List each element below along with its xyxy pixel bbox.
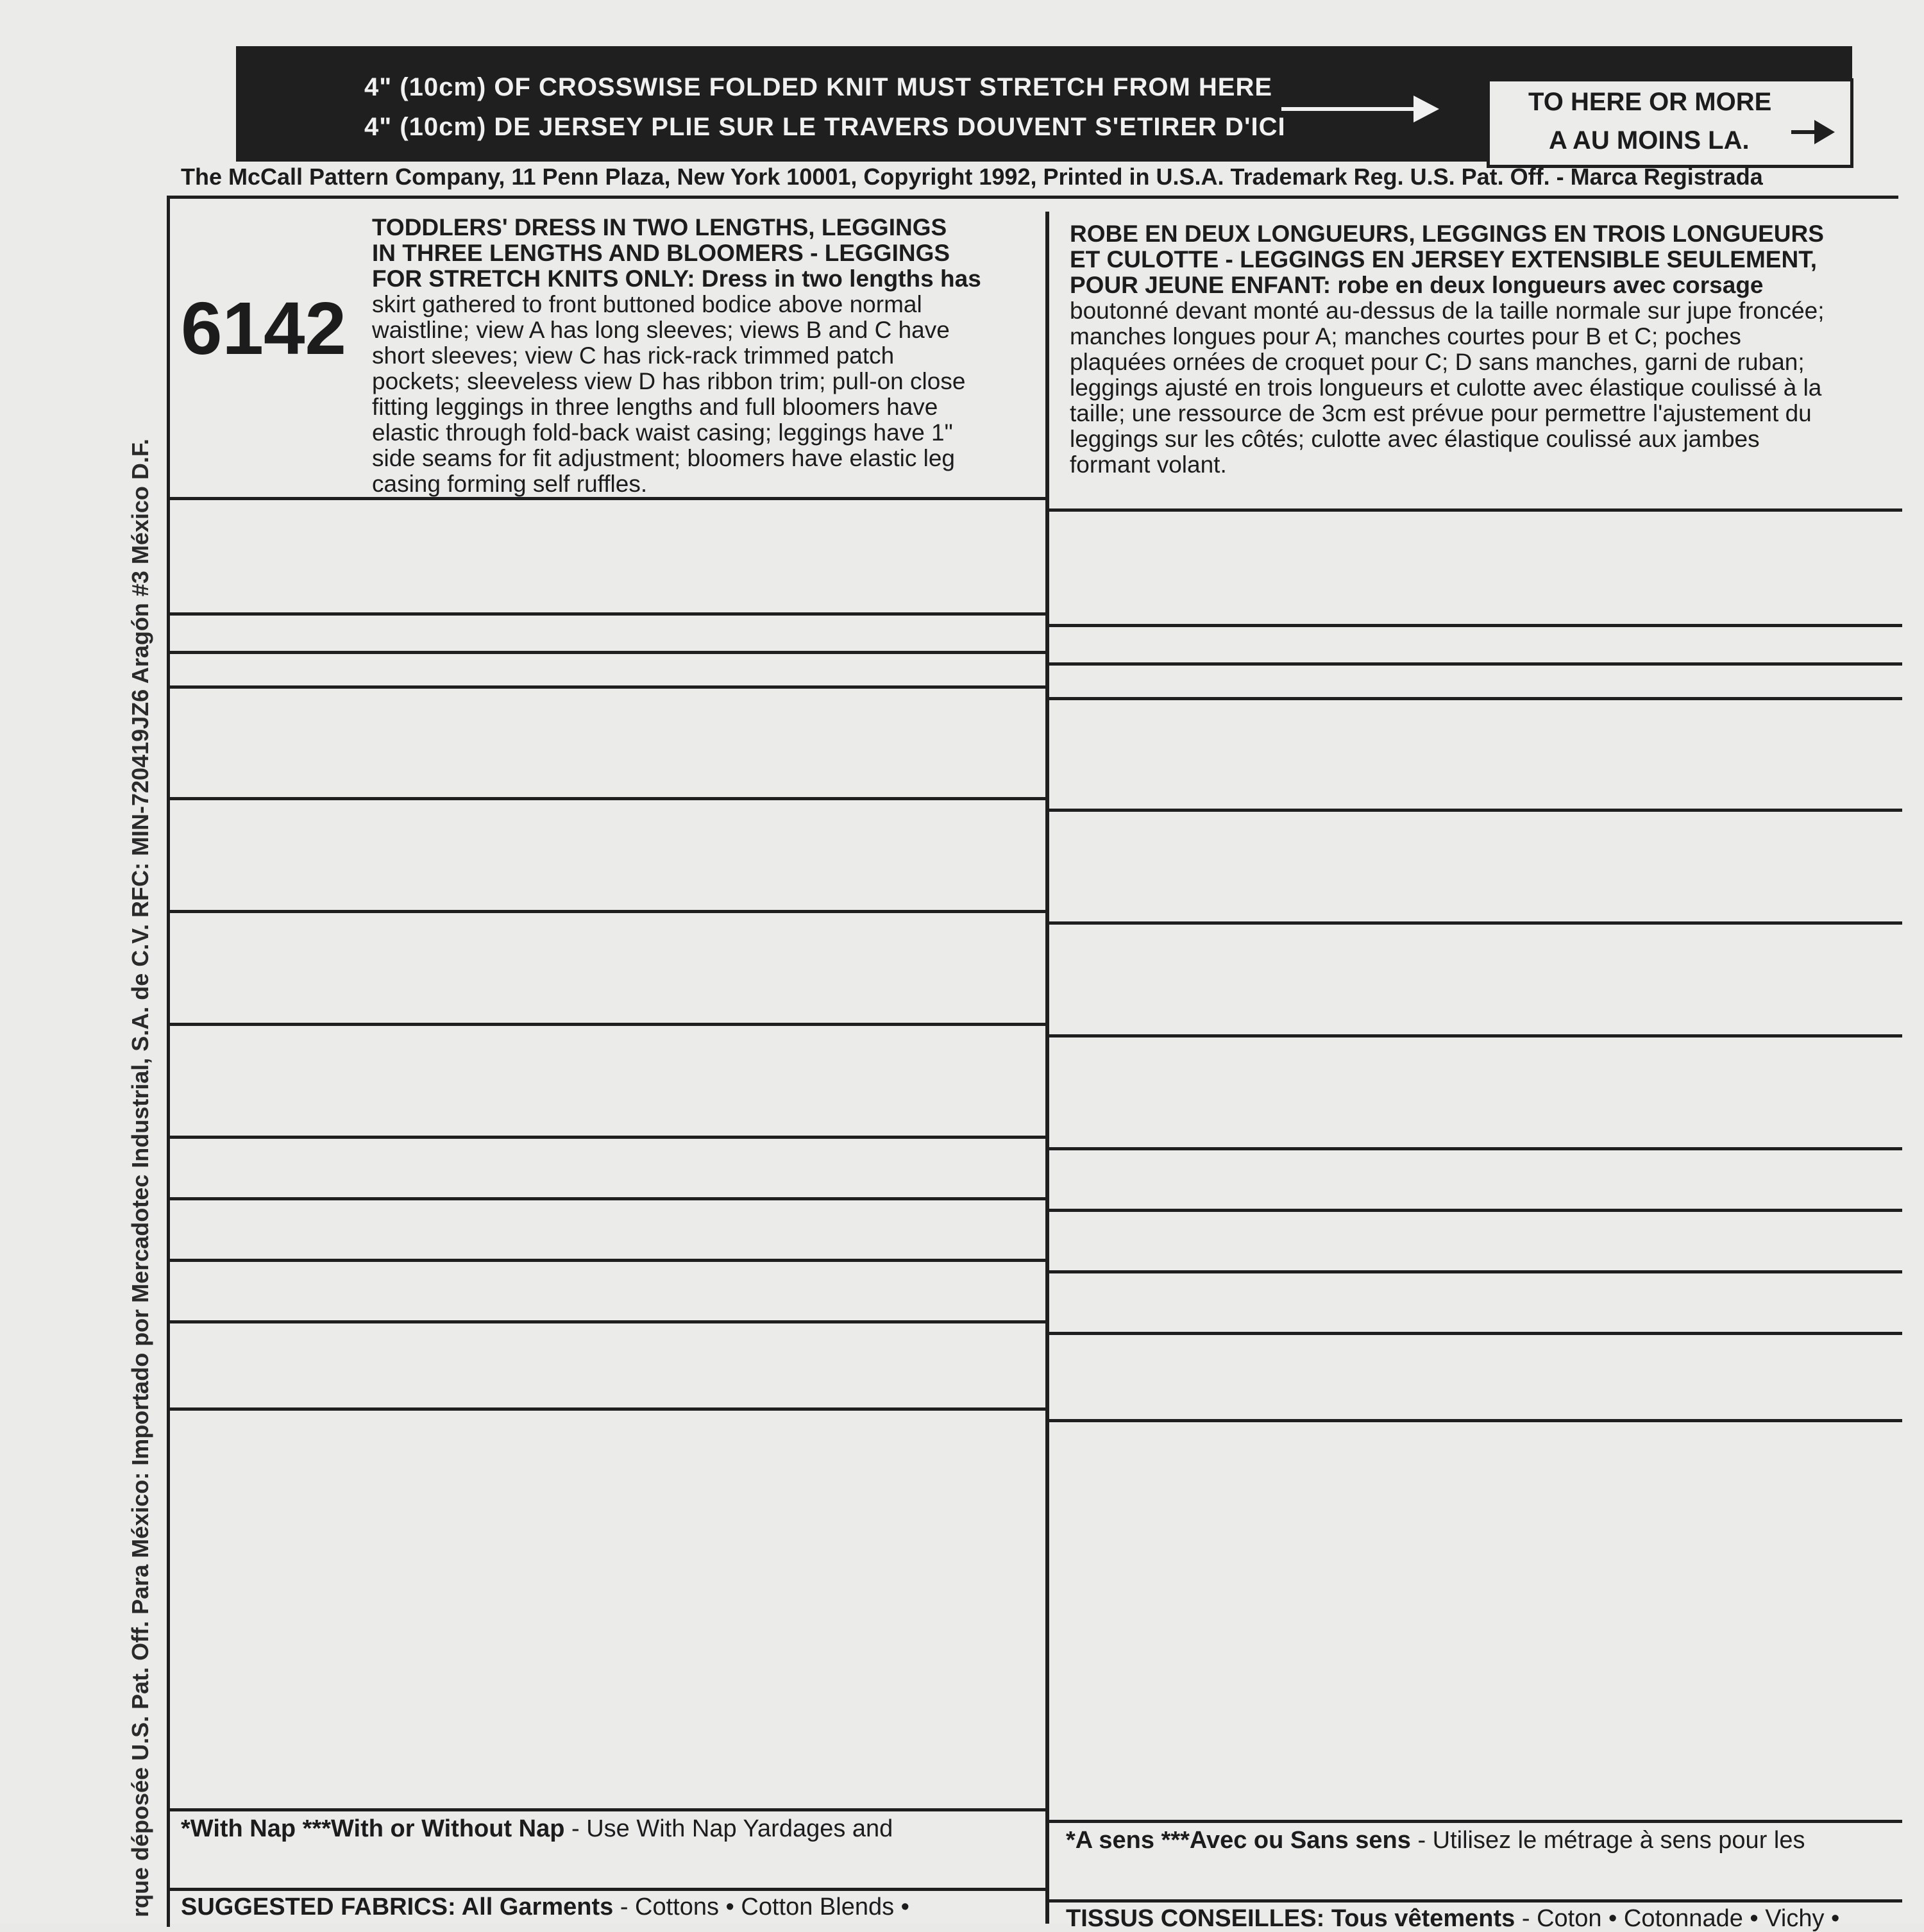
description-line: skirt gathered to front buttoned bodice above normal <box>372 291 922 317</box>
row-divider <box>1049 1899 1902 1903</box>
to-here-fr: A AU MOINS LA. <box>1549 126 1750 155</box>
row-divider <box>170 497 1045 500</box>
description-line: side seams for fit adjustment; bloomers have elastic leg <box>372 445 955 471</box>
pattern-number: 6142 <box>181 287 347 370</box>
description-line: leggings ajusté en trois longueurs et culotte avec élastique coulissé à la <box>1070 374 1822 401</box>
row-divider <box>1049 697 1902 700</box>
row-divider <box>1049 1034 1902 1037</box>
nap-note-bold: *With Nap ***With or Without Nap <box>181 1815 565 1842</box>
fabrics-text: - Coton • Cotonnade • Vichy • <box>1515 1905 1840 1932</box>
description-line: formant volant. <box>1070 451 1227 478</box>
fabrics-text: - Cottons • Cotton Blends • <box>613 1894 909 1920</box>
description-line: pockets; sleeveless view D has ribbon trim; pull-on close <box>372 368 966 394</box>
row-divider <box>170 1023 1045 1026</box>
nap-note-line <box>1066 1827 1805 1853</box>
description-en <box>372 215 981 497</box>
row-divider <box>170 1136 1045 1139</box>
description-line: taille; une ressource de 3cm est prévue pour permettre l'ajustement du <box>1070 400 1812 426</box>
row-divider <box>170 797 1045 800</box>
row-divider <box>170 1808 1045 1811</box>
description-line: plaquées ornées de croquet pour C; D sans manches, garni de ruban; <box>1070 349 1805 375</box>
banner-line-en: 4" (10cm) OF CROSSWISE FOLDED KNIT MUST STRETCH FROM HERE <box>364 73 1273 101</box>
row-divider <box>170 1197 1045 1200</box>
row-divider <box>1049 1209 1902 1212</box>
row-divider <box>1049 921 1902 925</box>
row-divider <box>1049 1820 1902 1823</box>
row-divider <box>170 685 1045 689</box>
description-line: short sleeves; view C has rick-rack trimmed patch <box>372 342 895 369</box>
nap-note-bold: *A sens ***Avec ou Sans sens <box>1066 1827 1411 1854</box>
description-line: TODDLERS' DRESS IN TWO LENGTHS, LEGGINGS <box>372 214 947 240</box>
description-line: casing forming self ruffles. <box>372 471 648 497</box>
stretch-gauge-endbox <box>1487 78 1853 168</box>
description-line: elastic through fold-back waist casing; leggings have 1" <box>372 419 953 446</box>
column-divider <box>1045 212 1049 1924</box>
fabrics-heading: SUGGESTED FABRICS: All Garments <box>181 1894 614 1920</box>
row-divider <box>1049 1270 1902 1273</box>
banner-line-fr: 4" (10cm) DE JERSEY PLIE SUR LE TRAVERS DOUVENT S'ETIRER D'ICI <box>364 113 1286 141</box>
row-divider <box>1049 624 1902 627</box>
side-legal-text: rque déposée U.S. Pat. Off. Para México: Importado por Mercadotec Industrial, S.A. de C.V. RFC: MIN-720419JZ6 Aragón #3 México D.F. <box>127 439 153 1917</box>
fabrics-heading: TISSUS CONSEILLES: Tous vêtements <box>1066 1905 1515 1932</box>
row-divider <box>1049 809 1902 812</box>
description-line: fitting leggings in three lengths and full bloomers have <box>372 394 938 420</box>
description-line: FOR STRETCH KNITS ONLY: Dress in two lengths has <box>372 265 981 292</box>
row-divider <box>1049 1419 1902 1422</box>
row-divider <box>1049 1332 1902 1335</box>
row-divider <box>170 910 1045 913</box>
suggested-fabrics <box>1066 1906 1839 1931</box>
right-arrow-icon <box>1791 130 1830 134</box>
row-divider <box>170 1888 1045 1891</box>
description-line: waistline; view A has long sleeves; views B and C have <box>372 317 950 343</box>
to-here-en: TO HERE OR MORE <box>1528 88 1772 116</box>
nap-note-line <box>181 1816 893 1842</box>
description-fr <box>1070 221 1825 478</box>
description-line: leggings sur les côtés; culotte avec élastique coulissé aux jambes <box>1070 426 1760 452</box>
row-divider <box>170 1259 1045 1262</box>
row-divider <box>170 1320 1045 1323</box>
row-divider <box>170 651 1045 654</box>
description-line: IN THREE LENGTHS AND BLOOMERS - LEGGINGS <box>372 240 950 266</box>
row-divider <box>1049 508 1902 512</box>
company-copyright-line: The McCall Pattern Company, 11 Penn Plaza, New York 10001, Copyright 1992, Printed in U.S.A. Trademark Reg. U.S. Pat. Off. - Marca Registrada <box>181 164 1763 190</box>
suggested-fabrics <box>181 1894 909 1920</box>
description-line: POUR JEUNE ENFANT: robe en deux longueurs avec corsage <box>1070 272 1764 298</box>
row-divider <box>170 612 1045 616</box>
nap-note-text: - Use With Nap Yardages and <box>564 1815 893 1842</box>
description-line: boutonné devant monté au-dessus de la taille normale sur jupe froncée; <box>1070 298 1825 324</box>
row-divider <box>1049 1147 1902 1150</box>
nap-note-text: - Utilisez le métrage à sens pour les <box>1410 1827 1805 1854</box>
row-divider <box>170 1407 1045 1411</box>
right-arrow-icon <box>1281 107 1435 111</box>
row-divider <box>1049 662 1902 666</box>
description-line: manches longues pour A; manches courtes pour B et C; poches <box>1070 323 1741 349</box>
description-line: ROBE EN DEUX LONGUEURS, LEGGINGS EN TROIS LONGUEURS <box>1070 221 1824 247</box>
description-line: ET CULOTTE - LEGGINGS EN JERSEY EXTENSIBLE SEULEMENT, <box>1070 246 1817 273</box>
